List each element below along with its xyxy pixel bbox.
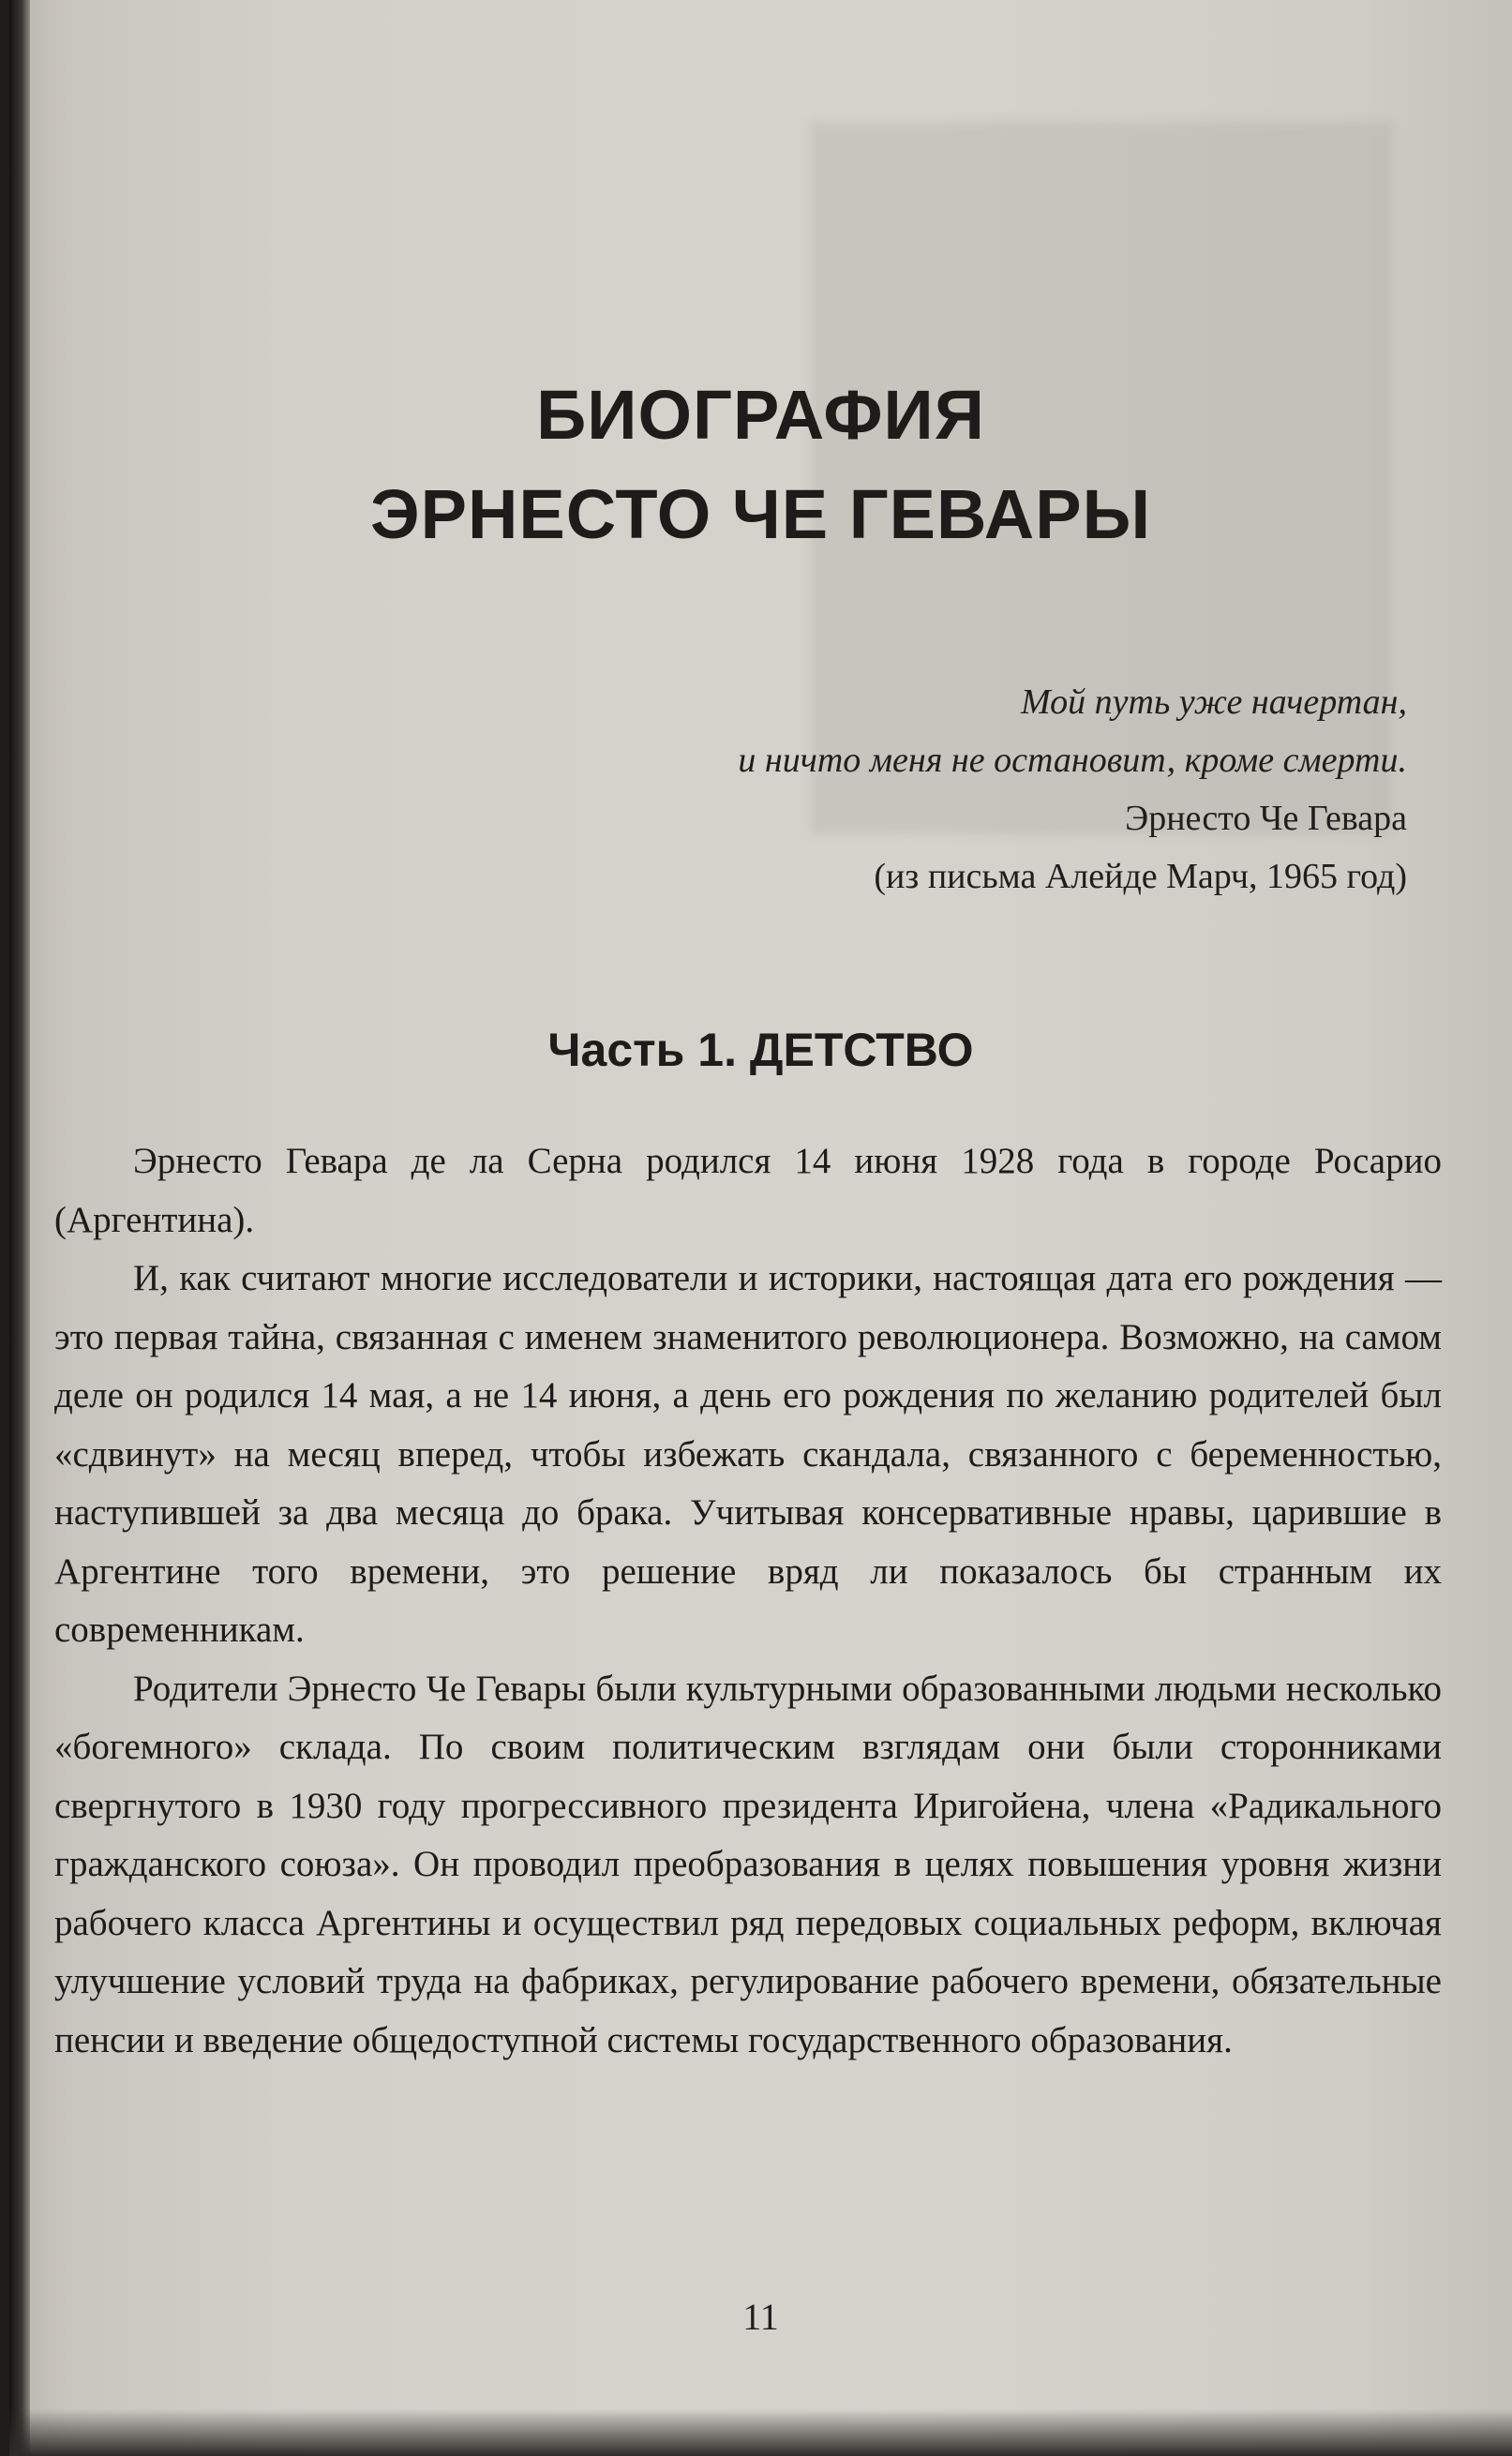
body-text xyxy=(54,1132,1442,2070)
epigraph-quote-line-2: и ничто меня не остановит, кроме смерти. xyxy=(738,741,1407,780)
chapter-heading: Часть 1. ДЕТСТВО xyxy=(547,1024,974,1076)
epigraph xyxy=(470,673,1407,906)
title-line-1: БИОГРАФИЯ xyxy=(536,376,985,454)
epigraph-source: (из письма Алейде Марч, 1965 год) xyxy=(874,857,1407,896)
page-number: 11 xyxy=(742,2296,779,2338)
paragraph: Эрнесто Гевара де ла Серна родился 14 июня 1928 года в городе Росарио (Аргентина). xyxy=(54,1141,1442,1240)
epigraph-quote-line-1: Мой путь уже начертан, xyxy=(1021,682,1407,722)
title-line-2: ЭРНЕСТО ЧЕ ГЕВАРЫ xyxy=(369,475,1152,553)
paragraph: Родители Эрнесто Че Гевары были культурными образованными людьми несколько «богемного» склада. По своим политическим взглядам они были сторонниками свергнутого в 1930 году прогрессивного президента Иригойена, члена «Радикального гражданского союза». Он проводил преобразования в целях повышения уровня жизни рабочего класса Аргентины и осуществил ряд передовых социальных реформ, включая улучшение условий труда на фабриках, регулирование рабочего времени, обязательные пенсии и введение общедоступной системы государственного образования. xyxy=(54,1668,1442,2060)
book-page xyxy=(9,0,1512,2456)
epigraph-author: Эрнесто Че Гевара xyxy=(1125,799,1407,838)
paragraph: И, как считают многие исследователи и историки, настоящая дата его рождения — это первая тайна, связанная с именем знаменитого революционера. Возможно, на самом деле он родился 14 мая, а не 14 июня, а день его рождения по желанию родителей был «сдвинут» на месяц вперед, чтобы избежать скандала, связанного с беременностью, наступившей за два месяца до брака. Учитывая консервативные нравы, царившие в Аргентине того времени, это решение вряд ли показалось бы странным их современникам. xyxy=(54,1258,1442,1650)
page-title xyxy=(9,366,1512,564)
